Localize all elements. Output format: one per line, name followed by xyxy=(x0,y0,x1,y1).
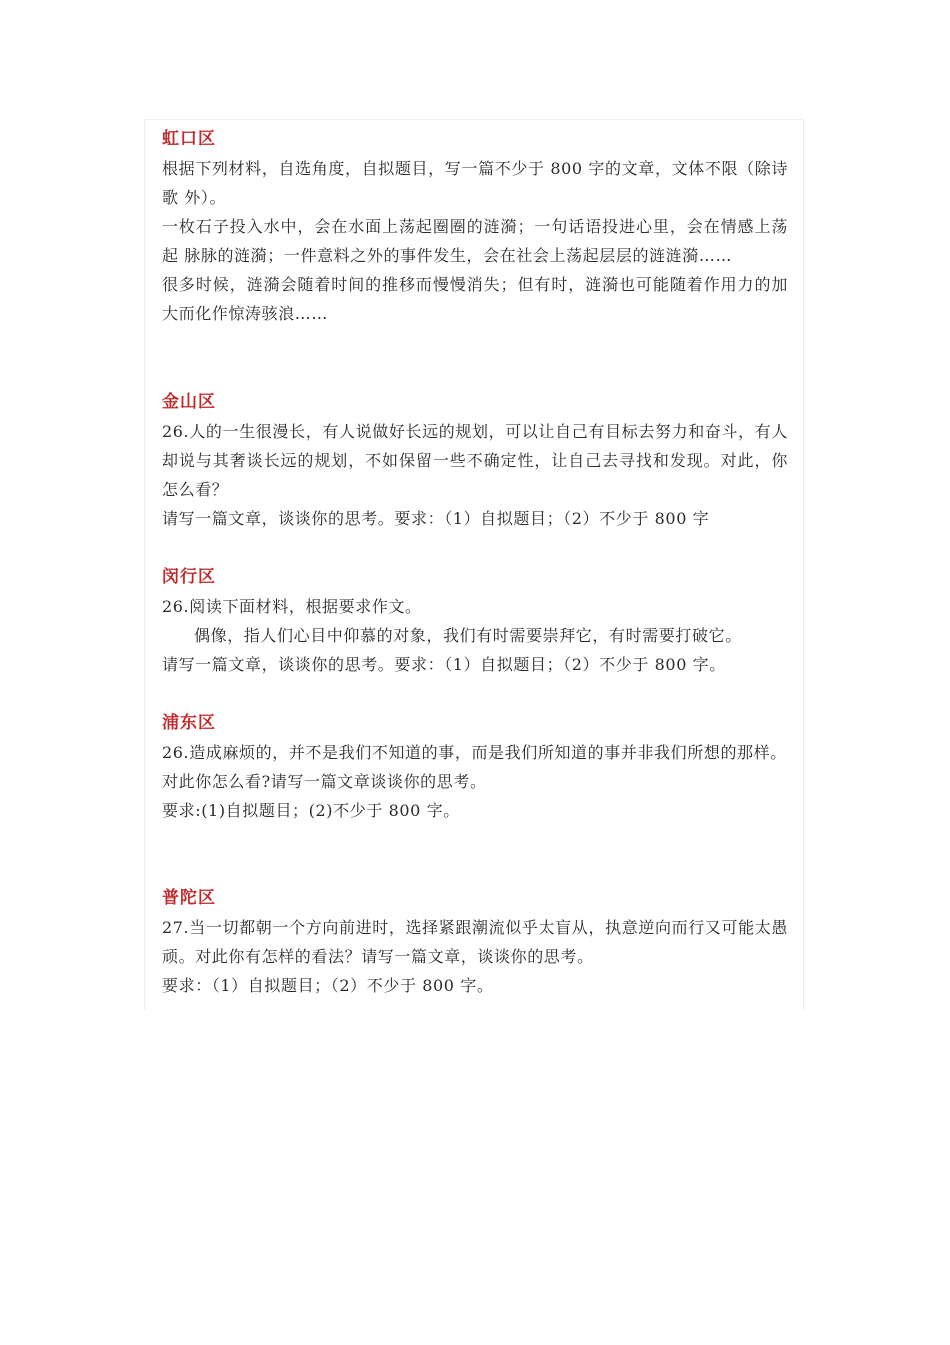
section-pudong xyxy=(162,709,788,825)
material-paragraph: 一枚石子投入水中，会在水面上荡起圈圈的涟漪；一句话语投进心里，会在情感上荡起 脉脉的涟漪；一件意料之外的事件发生，会在社会上荡起层层的涟涟漪…… xyxy=(162,217,788,265)
material-paragraph: 27.当一切都朝一个方向前进时，选择紧跟潮流似乎太盲从，执意逆向而行又可能太愚顽。对此你有怎样的看法？请写一篇文章，谈谈你的思考。 xyxy=(162,918,788,966)
requirement-paragraph: 要求:(1)自拟题目；(2)不少于 800 字。 xyxy=(162,801,460,820)
requirement-paragraph: 请写一篇文章，谈谈你的思考。要求：（1）自拟题目；（2）不少于 800 字。 xyxy=(162,655,726,674)
district-heading: 金山区 xyxy=(162,392,216,412)
section-hongkou xyxy=(162,125,788,328)
prompt-paragraph: 对此你怎么看?请写一篇文章谈谈你的思考。 xyxy=(162,772,487,791)
district-heading: 闵行区 xyxy=(162,567,216,587)
section-putuo xyxy=(162,884,788,1000)
document-page xyxy=(144,119,804,1010)
material-paragraph: 26.人的一生很漫长，有人说做好长远的规划，可以让自己有目标去努力和奋斗，有人却说与其奢谈长远的规划，不如保留一些不确定性，让自己去寻找和发现。对此，你怎么看？ xyxy=(162,422,788,499)
prompt-paragraph: 根据下列材料，自选角度，自拟题目，写一篇不少于 800 字的文章，文体不限（除诗歌 外）。 xyxy=(162,159,788,207)
district-heading: 浦东区 xyxy=(162,713,216,733)
prompt-paragraph: 26.阅读下面材料，根据要求作文。 xyxy=(162,597,422,616)
requirement-paragraph: 要求：（1）自拟题目；（2）不少于 800 字。 xyxy=(162,976,494,995)
district-heading: 普陀区 xyxy=(162,888,216,908)
section-jinshan xyxy=(162,388,788,533)
material-paragraph: 26.造成麻烦的，并不是我们不知道的事，而是我们所知道的事并非我们所想的那样。 xyxy=(162,743,787,762)
district-heading: 虹口区 xyxy=(162,129,216,149)
section-minhang xyxy=(162,563,788,679)
requirement-paragraph: 请写一篇文章，谈谈你的思考。要求：（1）自拟题目；（2）不少于 800 字 xyxy=(162,509,710,528)
material-paragraph: 很多时候，涟漪会随着时间的推移而慢慢消失；但有时，涟漪也可能随着作用力的加大而化作惊涛骇浪…… xyxy=(162,275,788,323)
material-paragraph: 偶像，指人们心目中仰慕的对象，我们有时需要崇拜它，有时需要打破它。 xyxy=(194,626,742,645)
